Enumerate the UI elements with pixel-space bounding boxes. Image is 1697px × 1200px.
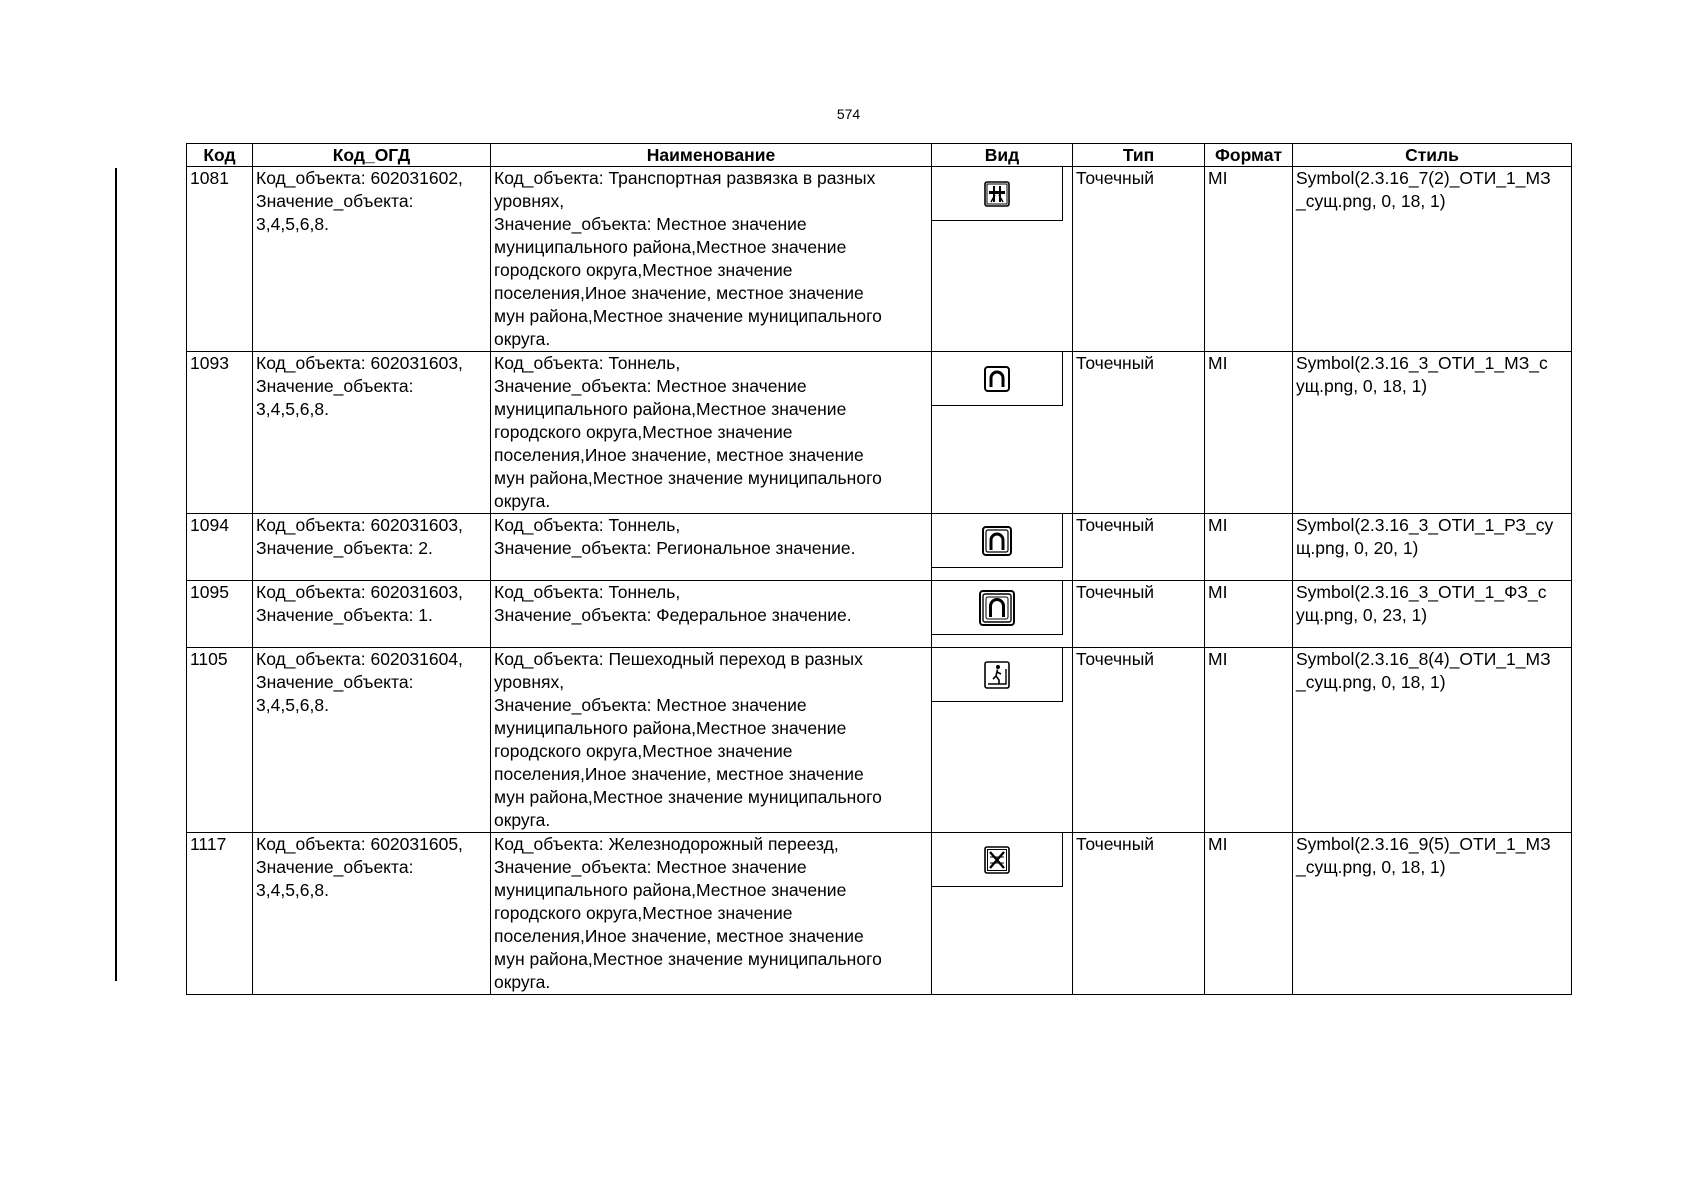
cell-style — [1293, 648, 1572, 833]
cell-format: MI — [1205, 581, 1293, 648]
cell-view — [932, 581, 1073, 648]
cell-ogd-line: Значение_объекта: — [256, 191, 414, 211]
symbol-preview — [932, 833, 1063, 887]
table-header-row — [187, 144, 1572, 167]
cell-name-line: поселения,Иное значение, местное значение — [494, 764, 864, 784]
cell-name — [491, 581, 932, 648]
railway-crossing-icon — [984, 846, 1010, 874]
symbol-preview — [932, 352, 1063, 406]
pedestrian-crossing-icon — [984, 661, 1010, 689]
cell-format: MI — [1205, 514, 1293, 581]
table-row — [187, 514, 1572, 581]
cell-style — [1293, 833, 1572, 995]
cell-format: MI — [1205, 833, 1293, 995]
cell-name-line: Значение_объекта: Региональное значение. — [494, 538, 856, 558]
cell-ogd — [253, 167, 491, 352]
cell-name-line: Значение_объекта: Местное значение — [494, 695, 807, 715]
cell-name — [491, 833, 932, 995]
cell-type: Точечный — [1073, 514, 1205, 581]
cell-name-line: муниципального района,Местное значение — [494, 880, 847, 900]
cell-ogd-line: Код_объекта: 602031602, — [256, 168, 463, 188]
cell-name-line: городского округа,Местное значение — [494, 422, 793, 442]
tunnel-local-icon — [984, 366, 1010, 392]
header-code: Код — [187, 144, 253, 167]
cell-ogd — [253, 581, 491, 648]
cell-name-line: поселения,Иное значение, местное значение — [494, 445, 864, 465]
cell-ogd-line: Значение_объекта: — [256, 376, 414, 396]
cell-ogd-line: Код_объекта: 602031605, — [256, 834, 463, 854]
margin-change-bar — [115, 168, 117, 981]
cell-style — [1293, 167, 1572, 352]
cell-code: 1093 — [187, 352, 253, 514]
cell-name-line: городского округа,Местное значение — [494, 260, 793, 280]
cell-name-line: уровнях, — [494, 191, 565, 211]
cell-name — [491, 514, 932, 581]
cell-style-line: Symbol(2.3.16_3_ОТИ_1_МЗ_с — [1296, 353, 1548, 373]
cell-name-line: округа. — [494, 491, 551, 511]
cell-type: Точечный — [1073, 352, 1205, 514]
table-row — [187, 352, 1572, 514]
cell-ogd — [253, 514, 491, 581]
cell-name-line: поселения,Иное значение, местное значение — [494, 926, 864, 946]
header-type: Тип — [1073, 144, 1205, 167]
cell-ogd-line: 3,4,5,6,8. — [256, 880, 329, 900]
table-row — [187, 581, 1572, 648]
cell-name-line: уровнях, — [494, 672, 565, 692]
cell-style — [1293, 514, 1572, 581]
symbols-table — [186, 143, 1572, 995]
cell-ogd-line: Значение_объекта: 2. — [256, 538, 433, 558]
header-ogd: Код_ОГД — [253, 144, 491, 167]
cell-style-line: Symbol(2.3.16_3_ОТИ_1_РЗ_су — [1296, 515, 1554, 535]
cell-type: Точечный — [1073, 833, 1205, 995]
cell-ogd-line: Код_объекта: 602031603, — [256, 582, 463, 602]
cell-format: MI — [1205, 167, 1293, 352]
cell-name-line: округа. — [494, 972, 551, 992]
interchange-icon — [984, 181, 1010, 207]
cell-format: MI — [1205, 648, 1293, 833]
cell-style-line: Symbol(2.3.16_3_ОТИ_1_ФЗ_с — [1296, 582, 1547, 602]
cell-name-line: Значение_объекта: Местное значение — [494, 376, 807, 396]
cell-view — [932, 833, 1073, 995]
symbol-preview — [932, 648, 1063, 702]
cell-name-line: муниципального района,Местное значение — [494, 399, 847, 419]
cell-name-line: Код_объекта: Тоннель, — [494, 353, 681, 373]
page-number: 574 — [836, 106, 861, 122]
cell-name-line: Код_объекта: Тоннель, — [494, 515, 681, 535]
cell-name-line: мун района,Местное значение муниципального — [494, 306, 882, 326]
cell-type: Точечный — [1073, 167, 1205, 352]
cell-code: 1094 — [187, 514, 253, 581]
cell-name-line: мун района,Местное значение муниципального — [494, 468, 882, 488]
cell-name-line: мун района,Местное значение муниципального — [494, 787, 882, 807]
cell-view — [932, 648, 1073, 833]
cell-ogd-line: 3,4,5,6,8. — [256, 695, 329, 715]
header-format: Формат — [1205, 144, 1293, 167]
cell-name-line: муниципального района,Местное значение — [494, 237, 847, 257]
symbol-preview — [932, 514, 1063, 568]
cell-ogd-line: 3,4,5,6,8. — [256, 399, 329, 419]
cell-style — [1293, 352, 1572, 514]
cell-style-line: ущ.png, 0, 23, 1) — [1296, 605, 1428, 625]
cell-code: 1117 — [187, 833, 253, 995]
cell-style-line: щ.png, 0, 20, 1) — [1296, 538, 1419, 558]
header-style: Стиль — [1293, 144, 1572, 167]
cell-ogd-line: Код_объекта: 602031603, — [256, 353, 463, 373]
tunnel-federal-icon — [979, 590, 1015, 626]
cell-style-line: _сущ.png, 0, 18, 1) — [1296, 857, 1446, 877]
cell-ogd-line: Значение_объекта: — [256, 857, 414, 877]
cell-style-line: Symbol(2.3.16_8(4)_ОТИ_1_МЗ — [1296, 649, 1551, 669]
cell-ogd — [253, 833, 491, 995]
cell-name-line: округа. — [494, 810, 551, 830]
cell-ogd-line: 3,4,5,6,8. — [256, 214, 329, 234]
cell-name-line: Код_объекта: Тоннель, — [494, 582, 681, 602]
cell-name — [491, 648, 932, 833]
cell-name-line: мун района,Местное значение муниципального — [494, 949, 882, 969]
cell-style-line: _сущ.png, 0, 18, 1) — [1296, 672, 1446, 692]
cell-style-line: _сущ.png, 0, 18, 1) — [1296, 191, 1446, 211]
cell-name-line: Значение_объекта: Местное значение — [494, 214, 807, 234]
cell-view — [932, 167, 1073, 352]
symbol-preview — [932, 167, 1063, 221]
cell-style-line: ущ.png, 0, 18, 1) — [1296, 376, 1428, 396]
cell-code: 1095 — [187, 581, 253, 648]
cell-name-line: округа. — [494, 329, 551, 349]
cell-name-line: поселения,Иное значение, местное значение — [494, 283, 864, 303]
cell-style — [1293, 581, 1572, 648]
cell-name-line: Код_объекта: Пешеходный переход в разных — [494, 649, 863, 669]
cell-name-line: муниципального района,Местное значение — [494, 718, 847, 738]
table-row — [187, 648, 1572, 833]
cell-ogd-line: Код_объекта: 602031604, — [256, 649, 463, 669]
cell-code: 1081 — [187, 167, 253, 352]
cell-style-line: Symbol(2.3.16_7(2)_ОТИ_1_МЗ — [1296, 168, 1551, 188]
cell-name — [491, 167, 932, 352]
cell-style-line: Symbol(2.3.16_9(5)_ОТИ_1_МЗ — [1296, 834, 1551, 854]
cell-name-line: городского округа,Местное значение — [494, 741, 793, 761]
tunnel-regional-icon — [982, 526, 1012, 556]
cell-name-line: Код_объекта: Железнодорожный переезд, — [494, 834, 839, 854]
cell-ogd-line: Значение_объекта: — [256, 672, 414, 692]
table-row — [187, 833, 1572, 995]
cell-name-line: Значение_объекта: Федеральное значение. — [494, 605, 852, 625]
cell-name-line: Значение_объекта: Местное значение — [494, 857, 807, 877]
table-row — [187, 167, 1572, 352]
cell-name-line: городского округа,Местное значение — [494, 903, 793, 923]
cell-ogd — [253, 352, 491, 514]
cell-ogd-line: Значение_объекта: 1. — [256, 605, 433, 625]
symbol-preview — [932, 581, 1063, 635]
cell-name-line: Код_объекта: Транспортная развязка в разных — [494, 168, 876, 188]
cell-format: MI — [1205, 352, 1293, 514]
header-name: Наименование — [491, 144, 932, 167]
cell-type: Точечный — [1073, 581, 1205, 648]
cell-view — [932, 352, 1073, 514]
cell-ogd — [253, 648, 491, 833]
cell-type: Точечный — [1073, 648, 1205, 833]
cell-code: 1105 — [187, 648, 253, 833]
header-view: Вид — [932, 144, 1073, 167]
cell-ogd-line: Код_объекта: 602031603, — [256, 515, 463, 535]
cell-view — [932, 514, 1073, 581]
cell-name — [491, 352, 932, 514]
